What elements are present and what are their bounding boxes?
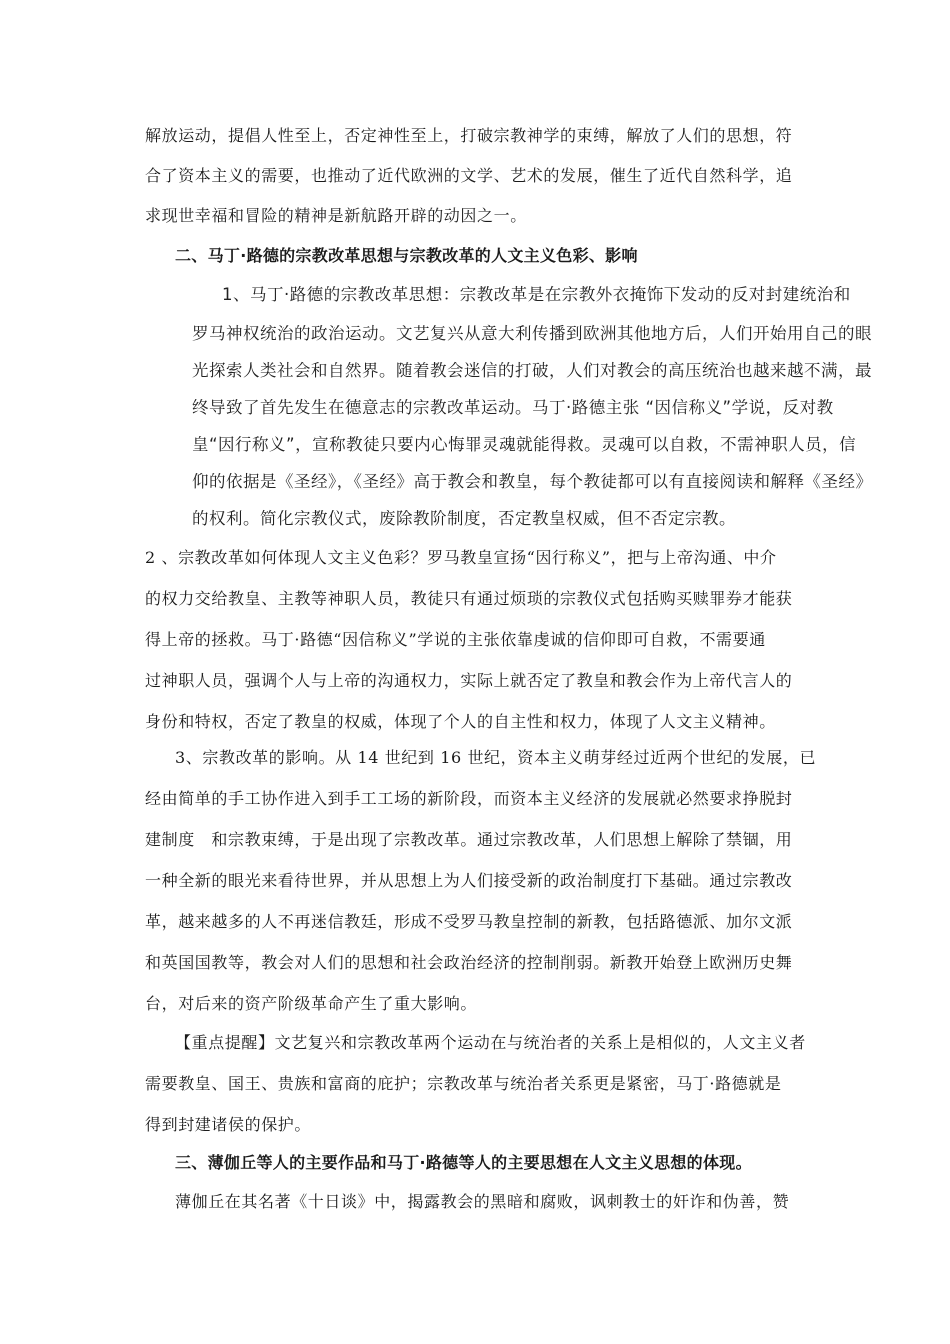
paragraph-line: 得到封建诸侯的保护。: [145, 1115, 312, 1134]
paragraph-line: 2 、宗教改革如何体现人文主义色彩？罗马教皇宣扬“因行称义”，把与上帝沟通、中介: [145, 548, 777, 567]
paragraph-line: 皇“因行称义”，宣称教徒只要内心悔罪灵魂就能得救。灵魂可以自救，不需神职人员，信: [192, 435, 857, 454]
paragraph-line: 终导致了首先发生在德意志的宗教改革运动。马丁·路德主张 “因信称义”学说，反对教: [192, 398, 834, 417]
paragraph-line: 和英国国教等，教会对人们的思想和社会政治经济的控制削弱。新教开始登上欧洲历史舞: [145, 953, 793, 972]
paragraph-line: 身份和特权，否定了教皇的权威，体现了个人的自主性和权力，体现了人文主义精神。: [145, 712, 776, 731]
paragraph-line: 一种全新的眼光来看待世界，并从思想上为人们接受新的政治制度打下基础。通过宗教改: [145, 871, 793, 890]
paragraph-line: 经由简单的手工协作进入到手工工场的新阶段，而资本主义经济的发展就必然要求挣脱封: [145, 789, 793, 808]
paragraph-line: 光探索人类社会和自然界。随着教会迷信的打破，人们对教会的高压统治也越来越不满，最: [192, 361, 872, 380]
paragraph-line: 3、宗教改革的影响。从 14 世纪到 16 世纪，资本主义萌芽经过近两个世纪的发展，已: [175, 748, 817, 767]
paragraph-line: 需要教皇、国王、贵族和富商的庇护；宗教改革与统治者关系更是紧密，马丁·路德就是: [145, 1074, 782, 1093]
paragraph-line: 的权利。简化宗教仪式，废除教阶制度，否定教皇权威，但不否定宗教。: [192, 509, 736, 528]
paragraph-line: 革，越来越多的人不再迷信教廷，形成不受罗马教皇控制的新教，包括路德派、加尔文派: [145, 912, 793, 931]
paragraph-line: 建制度 和宗教束缚，于是出现了宗教改革。通过宗教改革，人们思想上解除了禁锢，用: [145, 830, 793, 849]
section-heading: 二、马丁·路德的宗教改革思想与宗教改革的人文主义色彩、影响: [175, 246, 638, 265]
paragraph-line: 的权力交给教皇、主教等神职人员，教徒只有通过烦琐的宗教仪式包括购买赎罪券才能获: [145, 589, 793, 608]
section-heading: 三、薄伽丘等人的主要作品和马丁·路德等人的主要思想在人文主义思想的体现。: [175, 1153, 752, 1172]
paragraph-line: 合了资本主义的需要，也推动了近代欧洲的文学、艺术的发展，催生了近代自然科学，追: [145, 166, 793, 185]
paragraph-line: 得上帝的拯救。马丁·路德“因信称义”学说的主张依靠虔诚的信仰即可自救，不需要通: [145, 630, 766, 649]
paragraph-line: 薄伽丘在其名著《十日谈》中，揭露教会的黑暗和腐败，讽刺教士的奸诈和伪善，赞: [175, 1192, 790, 1211]
paragraph-line: 求现世幸福和冒险的精神是新航路开辟的动因之一。: [145, 206, 527, 225]
paragraph-line: 解放运动，提倡人性至上，否定神性至上，打破宗教神学的束缚，解放了人们的思想，符: [145, 126, 793, 145]
paragraph-line: 台，对后来的资产阶级革命产生了重大影响。: [145, 994, 478, 1013]
paragraph-line: 过神职人员，强调个人与上帝的沟通权力，实际上就否定了教皇和教会作为上帝代言人的: [145, 671, 793, 690]
paragraph-line: 仰的依据是《圣经》，《圣经》高于教会和教皇，每个教徒都可以有直接阅读和解释《圣经》: [192, 472, 873, 491]
paragraph-line: 罗马神权统治的政治运动。文艺复兴从意大利传播到欧洲其他地方后，人们开始用自己的眼: [192, 324, 872, 343]
highlight-note: 【重点提醒】文艺复兴和宗教改革两个运动在与统治者的关系上是相似的，人文主义者: [175, 1033, 806, 1052]
paragraph-line: 1、马丁·路德的宗教改革思想：宗教改革是在宗教外衣掩饰下发动的反对封建统治和: [222, 285, 851, 304]
